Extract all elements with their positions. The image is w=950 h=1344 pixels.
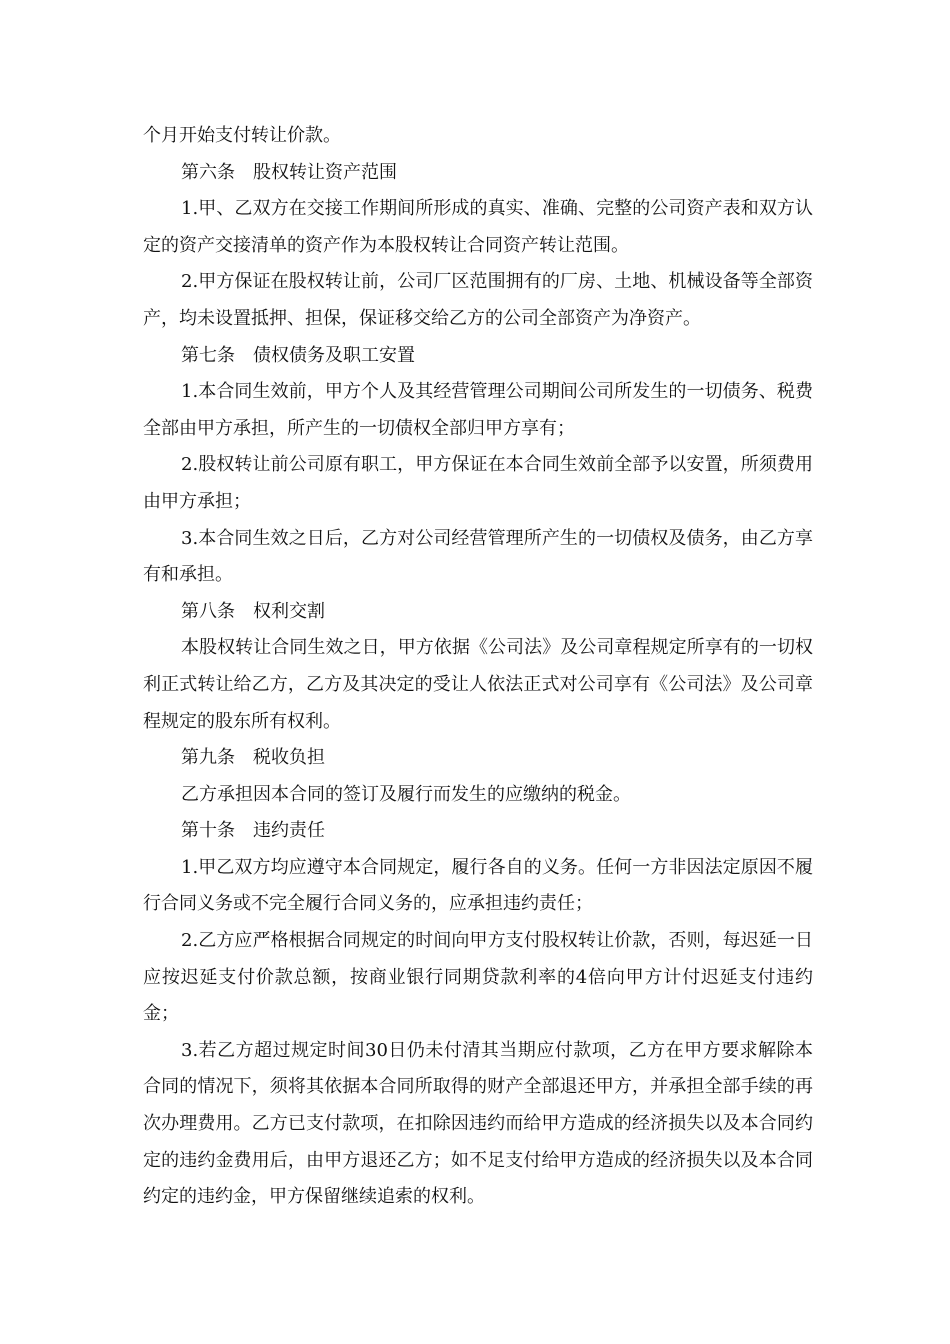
article-9-heading: 第九条 税收负担 xyxy=(181,747,325,769)
article-10-heading: 第十条 违约责任 xyxy=(181,820,325,842)
article-10-clause-1: 1.甲乙双方均应遵守本合同规定，履行各自的义务。任何一方非因法定原因不履行合同义务或不完全履行合同义务的，应承担违约责任； xyxy=(143,856,813,915)
article-6-clause-1: 1.甲、乙双方在交接工作期间所形成的真实、准确、完整的公司资产表和双方认定的资产交接清单的资产作为本股权转让合同资产转让范围。 xyxy=(143,198,813,256)
article-8-body: 本股权转让合同生效之日，甲方依据《公司法》及公司章程规定所享有的一切权利正式转让给乙方，乙方及其决定的受让人依法正式对公司享有《公司法》及公司章程规定的股东所有权利。 xyxy=(143,637,813,732)
article-10-clause-2: 2.乙方应严格根据合同规定的时间向甲方支付股权转让价款，否则，每迟延一日应按迟延支付价款总额，按商业银行同期贷款利率的4倍向甲方计付迟延支付违约金； xyxy=(143,930,813,1025)
contract-body xyxy=(143,118,813,1216)
article-6-clause-2: 2.甲方保证在股权转让前，公司厂区范围拥有的厂房、土地、机械设备等全部资产，均未设置抵押、担保，保证移交给乙方的公司全部资产为净资产。 xyxy=(143,271,813,329)
article-6-heading: 第六条 股权转让资产范围 xyxy=(181,161,397,183)
article-10-clause-3: 3.若乙方超过规定时间30日仍未付清其当期应付款项，乙方在甲方要求解除本合同的情况下，须将其依据本合同所取得的财产全部退还甲方，并承担全部手续的再次办理费用。乙方已支付款项，在扣除因违约而给甲方造成的经济损失以及本合同约定的违约金费用后，由甲方退还乙方；如不足支付给甲方造成的经济损失以及本合同约定的违约金，甲方保留继续追索的权利。 xyxy=(143,1039,813,1208)
article-7-clause-3: 3.本合同生效之日后，乙方对公司经营管理所产生的一切债权及债务，由乙方享有和承担。 xyxy=(143,527,813,586)
paragraph-continuation: 个月开始支付转让价款。 xyxy=(143,125,341,146)
article-9-body: 乙方承担因本合同的签订及履行而发生的应缴纳的税金。 xyxy=(181,783,631,805)
article-8-heading: 第八条 权利交割 xyxy=(181,600,325,622)
article-7-heading: 第七条 债权债务及职工安置 xyxy=(181,344,415,366)
article-7-clause-1: 1.本合同生效前，甲方个人及其经营管理公司期间公司所发生的一切债务、税费全部由甲方承担，所产生的一切债权全部归甲方享有； xyxy=(143,381,813,439)
article-7-clause-2: 2.股权转让前公司原有职工，甲方保证在本合同生效前全部予以安置，所须费用由甲方承担； xyxy=(143,454,813,512)
